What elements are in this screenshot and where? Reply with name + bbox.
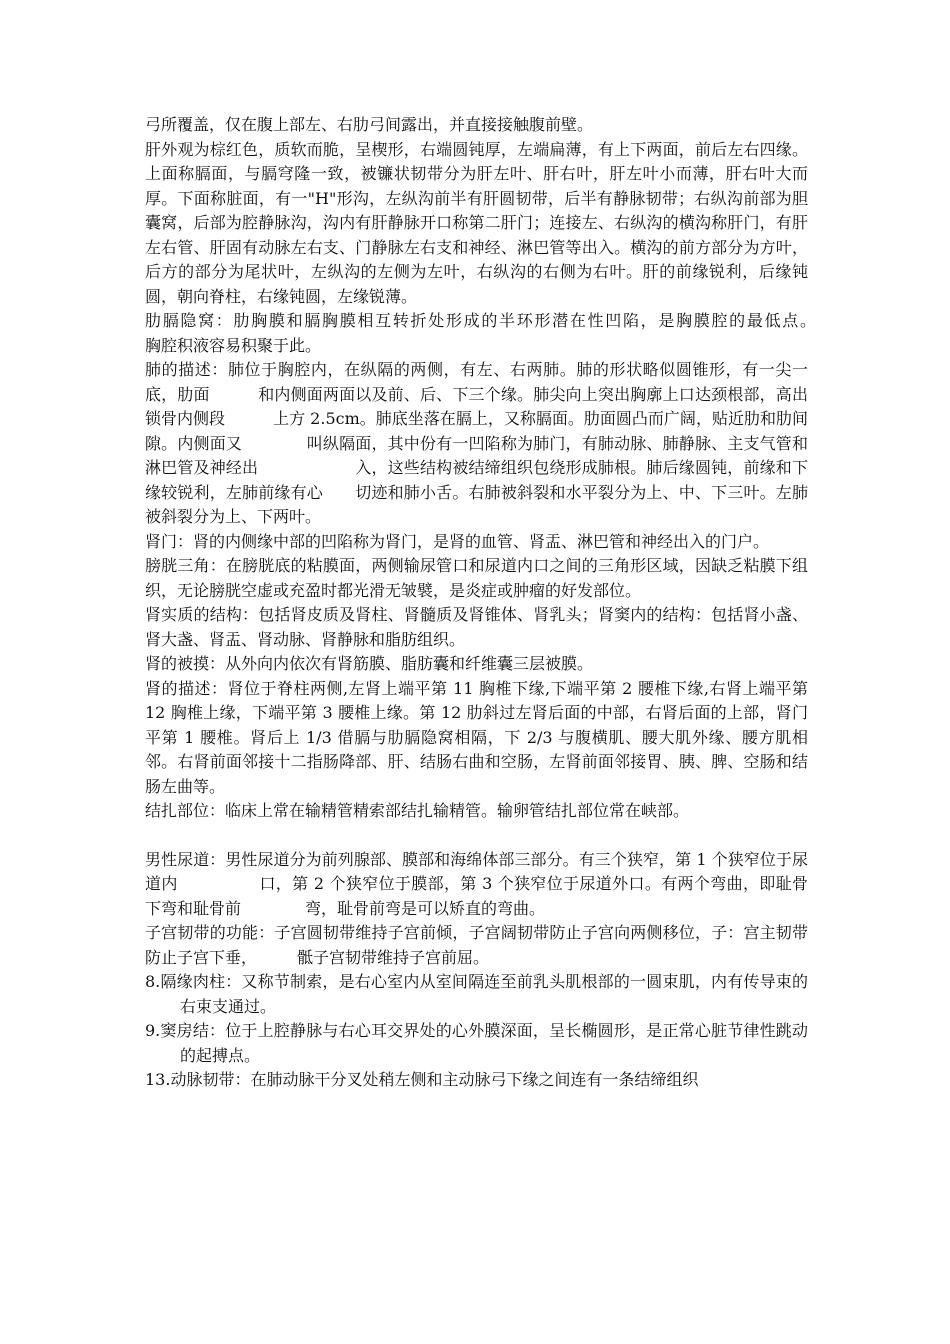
blank-line [145, 824, 808, 848]
paragraph-ligamentum-arteriosum: 13.动脉韧带：在肺动脉干分叉处稍左侧和主动脉弓下缘之间连有一条结缔组织 [145, 1070, 699, 1089]
paragraph-sinoatrial-node: 9.窦房结：位于上腔静脉与右心耳交界处的心外膜深面，呈长椭圆形，是正常心脏节律性跳动的起搏点。 [145, 1021, 808, 1065]
paragraph-liver-appearance: 肝外观为棕红色，质软而脆，呈楔形，右端圆钝厚，左端扁薄，有上下两面，前后左右四缘。上面称膈面，与膈穹隆一致，被镰状韧带分为肝左叶、肝右叶，肝左叶小而薄，肝右叶大而厚。下面称脏面，有一"H"形沟，左纵沟前半有肝圆韧带，后半有静脉韧带；右纵沟前部为胆囊窝，后部为腔静脉沟，沟内有肝静脉开口称第二肝门；连接左、右纵沟的横沟称肝门，有肝左右管、肝固有动脉左右支、门静脉左右支和神经、淋巴管等出入。横沟的前方部分为方叶，后方的部分为尾状叶，左纵沟的左侧为左叶，右纵沟的右侧为右叶。肝的前缘锐利，后缘钝圆，朝向脊柱，右缘钝圆，左缘锐薄。 [145, 139, 808, 306]
paragraph-ligation-site: 结扎部位：临床上常在输精管精索部结扎输精管。输卵管结扎部位常在峡部。 [145, 801, 690, 820]
paragraph-lung-description: 肺的描述：肺位于胸腔内，在纵隔的两侧，有左、右两肺。肺的形状略似圆锥形，有一尖一底，肋面 和内侧面两面以及前、后、下三个缘。肺尖向上突出胸廓上口达颈根部，高出锁骨内侧段 上方 2.5cm。肺底坐落在膈上，又称膈面。肋面圆凸而广阔，贴近肋和肋间隙。内侧面又 叫纵隔面，其中份有一凹陷称为肺门，有肺动脉、肺静脉、主支气管和淋巴管及神经出 入，这些结构被结缔组织包绕形成肺根。肺后缘圆钝，前缘和下缘较锐利，左肺前缘有心 切迹和肺小舌。右肺被斜裂和水平裂分为上、中、下三叶。左肺被斜裂分为上、下两叶。 [145, 360, 808, 526]
document-page [145, 113, 937, 1093]
paragraph-costodiaphragmatic-recess: 肋膈隐窝：肋胸膜和膈胸膜相互转折处形成的半环形潜在性凹陷，是胸膜腔的最低点。 胸腔积液容易积聚于此。 [145, 311, 889, 355]
paragraph-renal-parenchyma: 肾实质的结构：包括肾皮质及肾柱、肾髓质及肾锥体、肾乳头；肾窦内的结构：包括肾小盏、肾大盏、肾盂、肾动脉、肾静脉和脂肪组织。 [145, 605, 808, 649]
paragraph-uterine-ligaments: 子宫韧带的功能：子宫圆韧带维持子宫前倾，子宫阔韧带防止子宫向两侧移位，子：宫主韧带防止子宫下垂， 骶子宫韧带维持子宫前屈。 [145, 923, 808, 967]
paragraph-liver-coverage: 弓所覆盖，仅在腹上部左、右肋弓间露出，并直接接触腹前壁。 [145, 115, 594, 134]
paragraph-trigone-of-bladder: 膀胱三角：在膀胱底的粘膜面，两侧输尿管口和尿道内口之间的三角形区域，因缺乏粘膜下组 织，无论膀胱空虚或充盈时都光滑无皱襞，是炎症或肿瘤的好发部位。 [145, 556, 937, 600]
paragraph-male-urethra: 男性尿道：男性尿道分为前列腺部、膜部和海绵体部三部分。有三个狭窄，第 1 个狭窄位于尿道内 口，第 2 个狭窄位于膜部，第 3 个狭窄位于尿道外口。有两个弯曲，即耻骨下弯和耻骨前 弯，耻骨前弯是可以矫直的弯曲。 [145, 849, 808, 918]
paragraph-septomarginal-trabecula: 8.隔缘肉柱：又称节制索，是右心室内从室间隔连至前乳头肌根部的一圆束肌，内有传导束的右束支通过。 [145, 972, 808, 1016]
paragraph-renal-coverings: 肾的被摸：从外向内依次有肾筋膜、脂肪囊和纤维囊三层被膜。 [145, 654, 594, 673]
paragraph-kidney-description: 肾的描述：肾位于脊柱两侧,左肾上端平第 11 胸椎下缘,下端平第 2 腰椎下缘,右肾上端平第 12 胸椎上缘，下端平第 3 腰椎上缘。第 12 肋斜过左肾后面的中部，右肾后面的上部，肾门平第 1 腰椎。肾后上 1/3 借膈与肋膈隐窝相隔，下 2/3 与腹横肌、腰大肌外缘、腰方肌相邻。右肾前面邻接十二指肠降部、肝、结肠右曲和空肠，左肾前面邻接胃、胰、脾、空肠和结肠左曲等。 [145, 678, 808, 796]
paragraph-renal-hilum: 肾门：肾的内侧缘中部的凹陷称为肾门，是肾的血管、肾盂、淋巴管和神经出入的门户。 [145, 531, 770, 551]
